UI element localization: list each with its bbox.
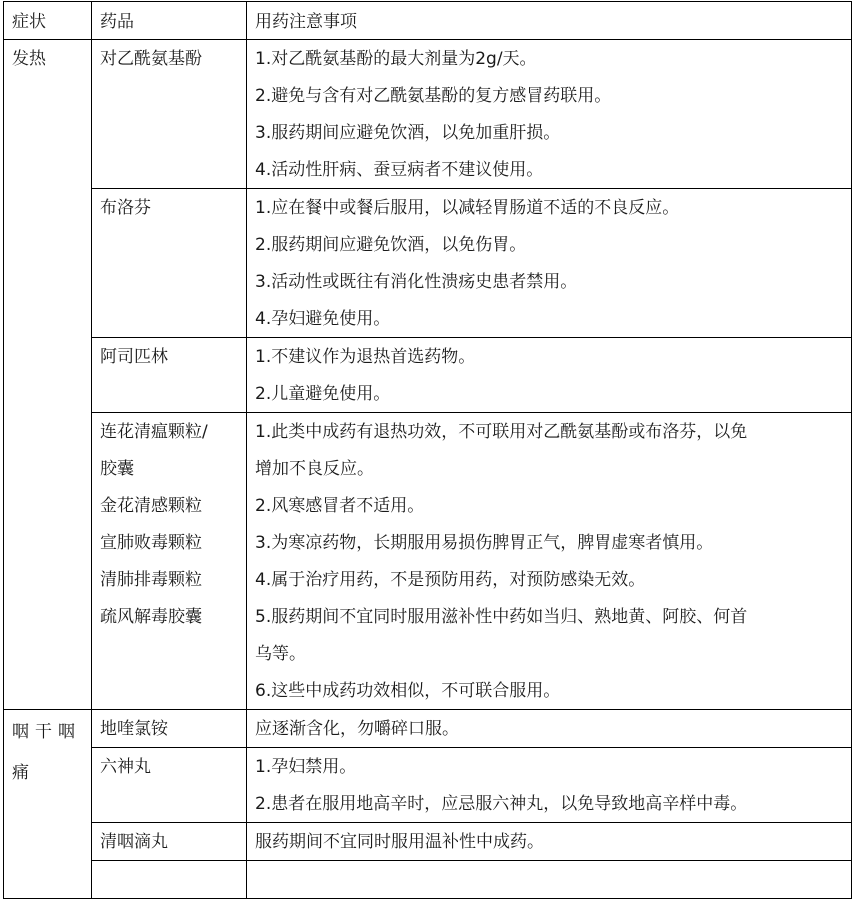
notes-cell: [247, 40, 852, 189]
notes-cell: [247, 710, 852, 748]
drug-cell: [92, 861, 247, 899]
note-line: 应逐渐含化，勿嚼碎口服。: [255, 719, 459, 739]
notes-cell: [247, 823, 852, 861]
note-line: 1.对乙酰氨基酚的最大剂量为2g/天。: [255, 49, 537, 69]
note-line: 乌等。: [255, 644, 306, 664]
header-drug: 药品: [92, 2, 247, 40]
note-line: 4.活动性肝病、蚕豆病者不建议使用。: [255, 160, 544, 180]
drug-name: 清咽滴丸: [100, 832, 168, 852]
table-header-row: [4, 2, 852, 40]
note-line: 4.孕妇避免使用。: [255, 309, 391, 329]
table-row: [4, 748, 852, 823]
note-line: 2.风寒感冒者不适用。: [255, 496, 425, 516]
drug-cell: [92, 338, 247, 413]
drug-name: 连花清瘟颗粒/: [100, 422, 208, 442]
note-line: 6.这些中成药功效相似，不可联合服用。: [255, 681, 561, 701]
symptom-label: 咽干咽: [12, 722, 81, 742]
note-line: 3.为寒凉药物，长期服用易损伤脾胃正气，脾胃虚寒者慎用。: [255, 533, 714, 553]
table-row: [4, 823, 852, 861]
drug-cell: [92, 189, 247, 338]
drug-name: 疏风解毒胶囊: [100, 607, 202, 627]
note-line: 1.此类中成药有退热功效，不可联用对乙酰氨基酚或布洛芬，以免: [255, 422, 748, 442]
table-row: [4, 413, 852, 710]
symptom-cell-fever: [4, 40, 92, 710]
note-line: 服药期间不宜同时服用温补性中成药。: [255, 832, 544, 852]
notes-cell: [247, 338, 852, 413]
table-row-cutoff: [4, 861, 852, 899]
drug-name: 地喹氯铵: [100, 719, 168, 739]
note-line: 2.避免与含有对乙酰氨基酚的复方感冒药联用。: [255, 86, 612, 106]
drug-name: 阿司匹林: [100, 347, 168, 367]
header-symptom: 症状: [4, 2, 92, 40]
note-line: 1.应在餐中或餐后服用，以减轻胃肠道不适的不良反应。: [255, 198, 680, 218]
note-line: 2.服药期间应避免饮酒，以免伤胃。: [255, 235, 527, 255]
notes-cell: [247, 748, 852, 823]
drug-name: 布洛芬: [100, 198, 151, 218]
note-line: 增加不良反应。: [255, 459, 374, 479]
note-line: 3.活动性或既往有消化性溃疡史患者禁用。: [255, 272, 578, 292]
drug-cell: [92, 40, 247, 189]
symptom-label: 发热: [12, 49, 46, 69]
drug-name: 宣肺败毒颗粒: [100, 533, 202, 553]
notes-cell: [247, 413, 852, 710]
table-row: [4, 338, 852, 413]
note-line: 5.服药期间不宜同时服用滋补性中药如当归、熟地黄、阿胶、何首: [255, 607, 748, 627]
drug-cell: [92, 823, 247, 861]
drug-cell: [92, 710, 247, 748]
drug-name: 金花清感颗粒: [100, 496, 202, 516]
table-row: [4, 40, 852, 189]
table-row: [4, 710, 852, 748]
medication-notes-table: [3, 1, 852, 899]
note-line: 1.不建议作为退热首选药物。: [255, 347, 476, 367]
note-line: 4.属于治疗用药，不是预防用药，对预防感染无效。: [255, 570, 646, 590]
notes-cell: [247, 189, 852, 338]
symptom-cell-sore-throat: [4, 710, 92, 899]
note-line: 1.孕妇禁用。: [255, 757, 357, 777]
notes-cell: [247, 861, 852, 899]
note-line: 3.服药期间应避免饮酒，以免加重肝损。: [255, 123, 561, 143]
table-row: [4, 189, 852, 338]
drug-cell: [92, 748, 247, 823]
note-line: 2.患者在服用地高辛时，应忌服六神丸，以免导致地高辛样中毒。: [255, 794, 748, 814]
drug-cell: [92, 413, 247, 710]
drug-name: 清肺排毒颗粒: [100, 570, 202, 590]
drug-name: 胶囊: [100, 459, 134, 479]
drug-name: 对乙酰氨基酚: [100, 49, 202, 69]
drug-name: 六神丸: [100, 757, 151, 777]
header-notes: 用药注意事项: [247, 2, 852, 40]
note-line: 2.儿童避免使用。: [255, 384, 391, 404]
symptom-label: 痛: [12, 763, 29, 783]
